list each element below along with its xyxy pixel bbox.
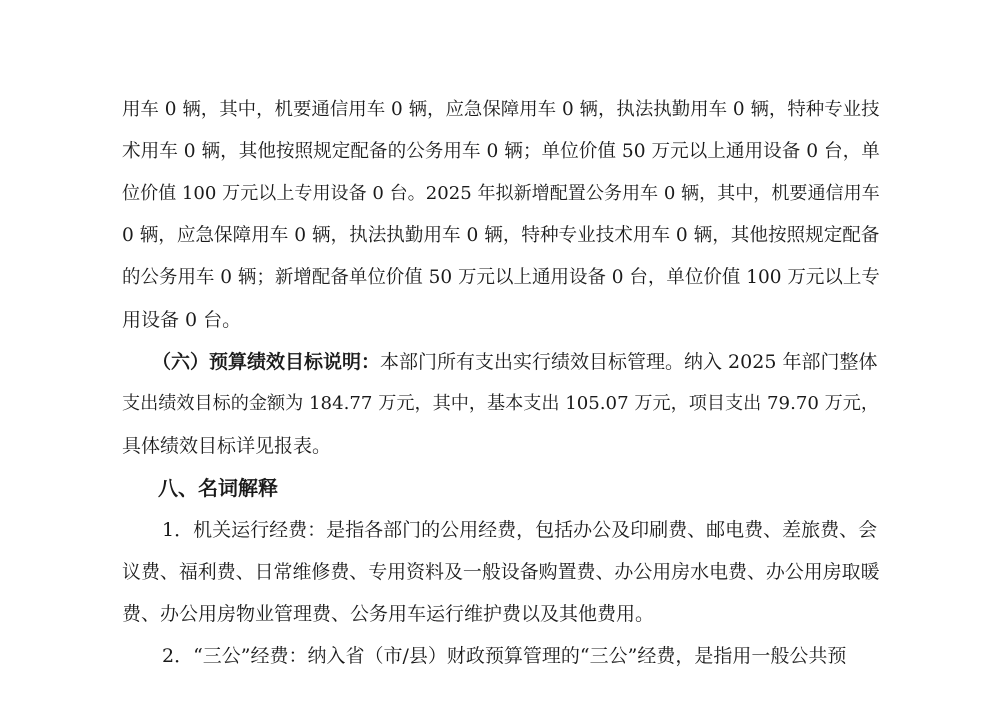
- paragraph-vehicles-line-4: 0 辆，应急保障用车 0 辆，执法执勤用车 0 辆，特种专业技术用车 0 辆，其他按照规定配备: [122, 225, 880, 246]
- term2-line-1: 2．“三公”经费：纳入省（市/县）财政预算管理的“三公”经费，是指用一般公共预: [162, 645, 847, 667]
- section-heading: 八、名词解释: [158, 476, 278, 500]
- term1-line-3: 费、办公用房物业管理费、公务用车运行维护费以及其他费用。: [122, 603, 655, 625]
- performance-label: （六）预算绩效目标说明：: [152, 351, 381, 373]
- performance-paragraph-line-2: 支出绩效目标的金额为 184.77 万元，其中，基本支出 105.07 万元，项目支出 79.70 万元，: [122, 393, 880, 414]
- performance-paragraph-line-3: 具体绩效目标详见报表。: [122, 435, 332, 457]
- paragraph-vehicles-line-5: 的公务用车 0 辆；新增配备单位价值 50 万元以上通用设备 0 台，单位价值 100 万元以上专: [122, 267, 880, 288]
- paragraph-vehicles-line-2: 术用车 0 辆，其他按照规定配备的公务用车 0 辆；单位价值 50 万元以上通用设备 0 台，单: [122, 141, 880, 162]
- term1-line-2: 议费、福利费、日常维修费、专用资料及一般设备购置费、办公用房水电费、办公用房取暖: [122, 561, 880, 583]
- performance-text: 本部门所有支出实行绩效目标管理。纳入 2025 年部门整体: [380, 351, 878, 373]
- paragraph-vehicles-line-3: 位价值 100 万元以上专用设备 0 台。2025 年拟新增配置公务用车 0 辆，其中，机要通信用车: [122, 183, 880, 204]
- paragraph-vehicles-line-6: 用设备 0 台。: [122, 309, 242, 331]
- term1-line-1: 1．机关运行经费：是指各部门的公用经费，包括办公及印刷费、邮电费、差旅费、会: [162, 519, 878, 541]
- paragraph-vehicles-line-1: 用车 0 辆，其中，机要通信用车 0 辆，应急保障用车 0 辆，执法执勤用车 0 辆，特种专业技: [122, 99, 880, 120]
- performance-paragraph-line-1: [152, 350, 877, 374]
